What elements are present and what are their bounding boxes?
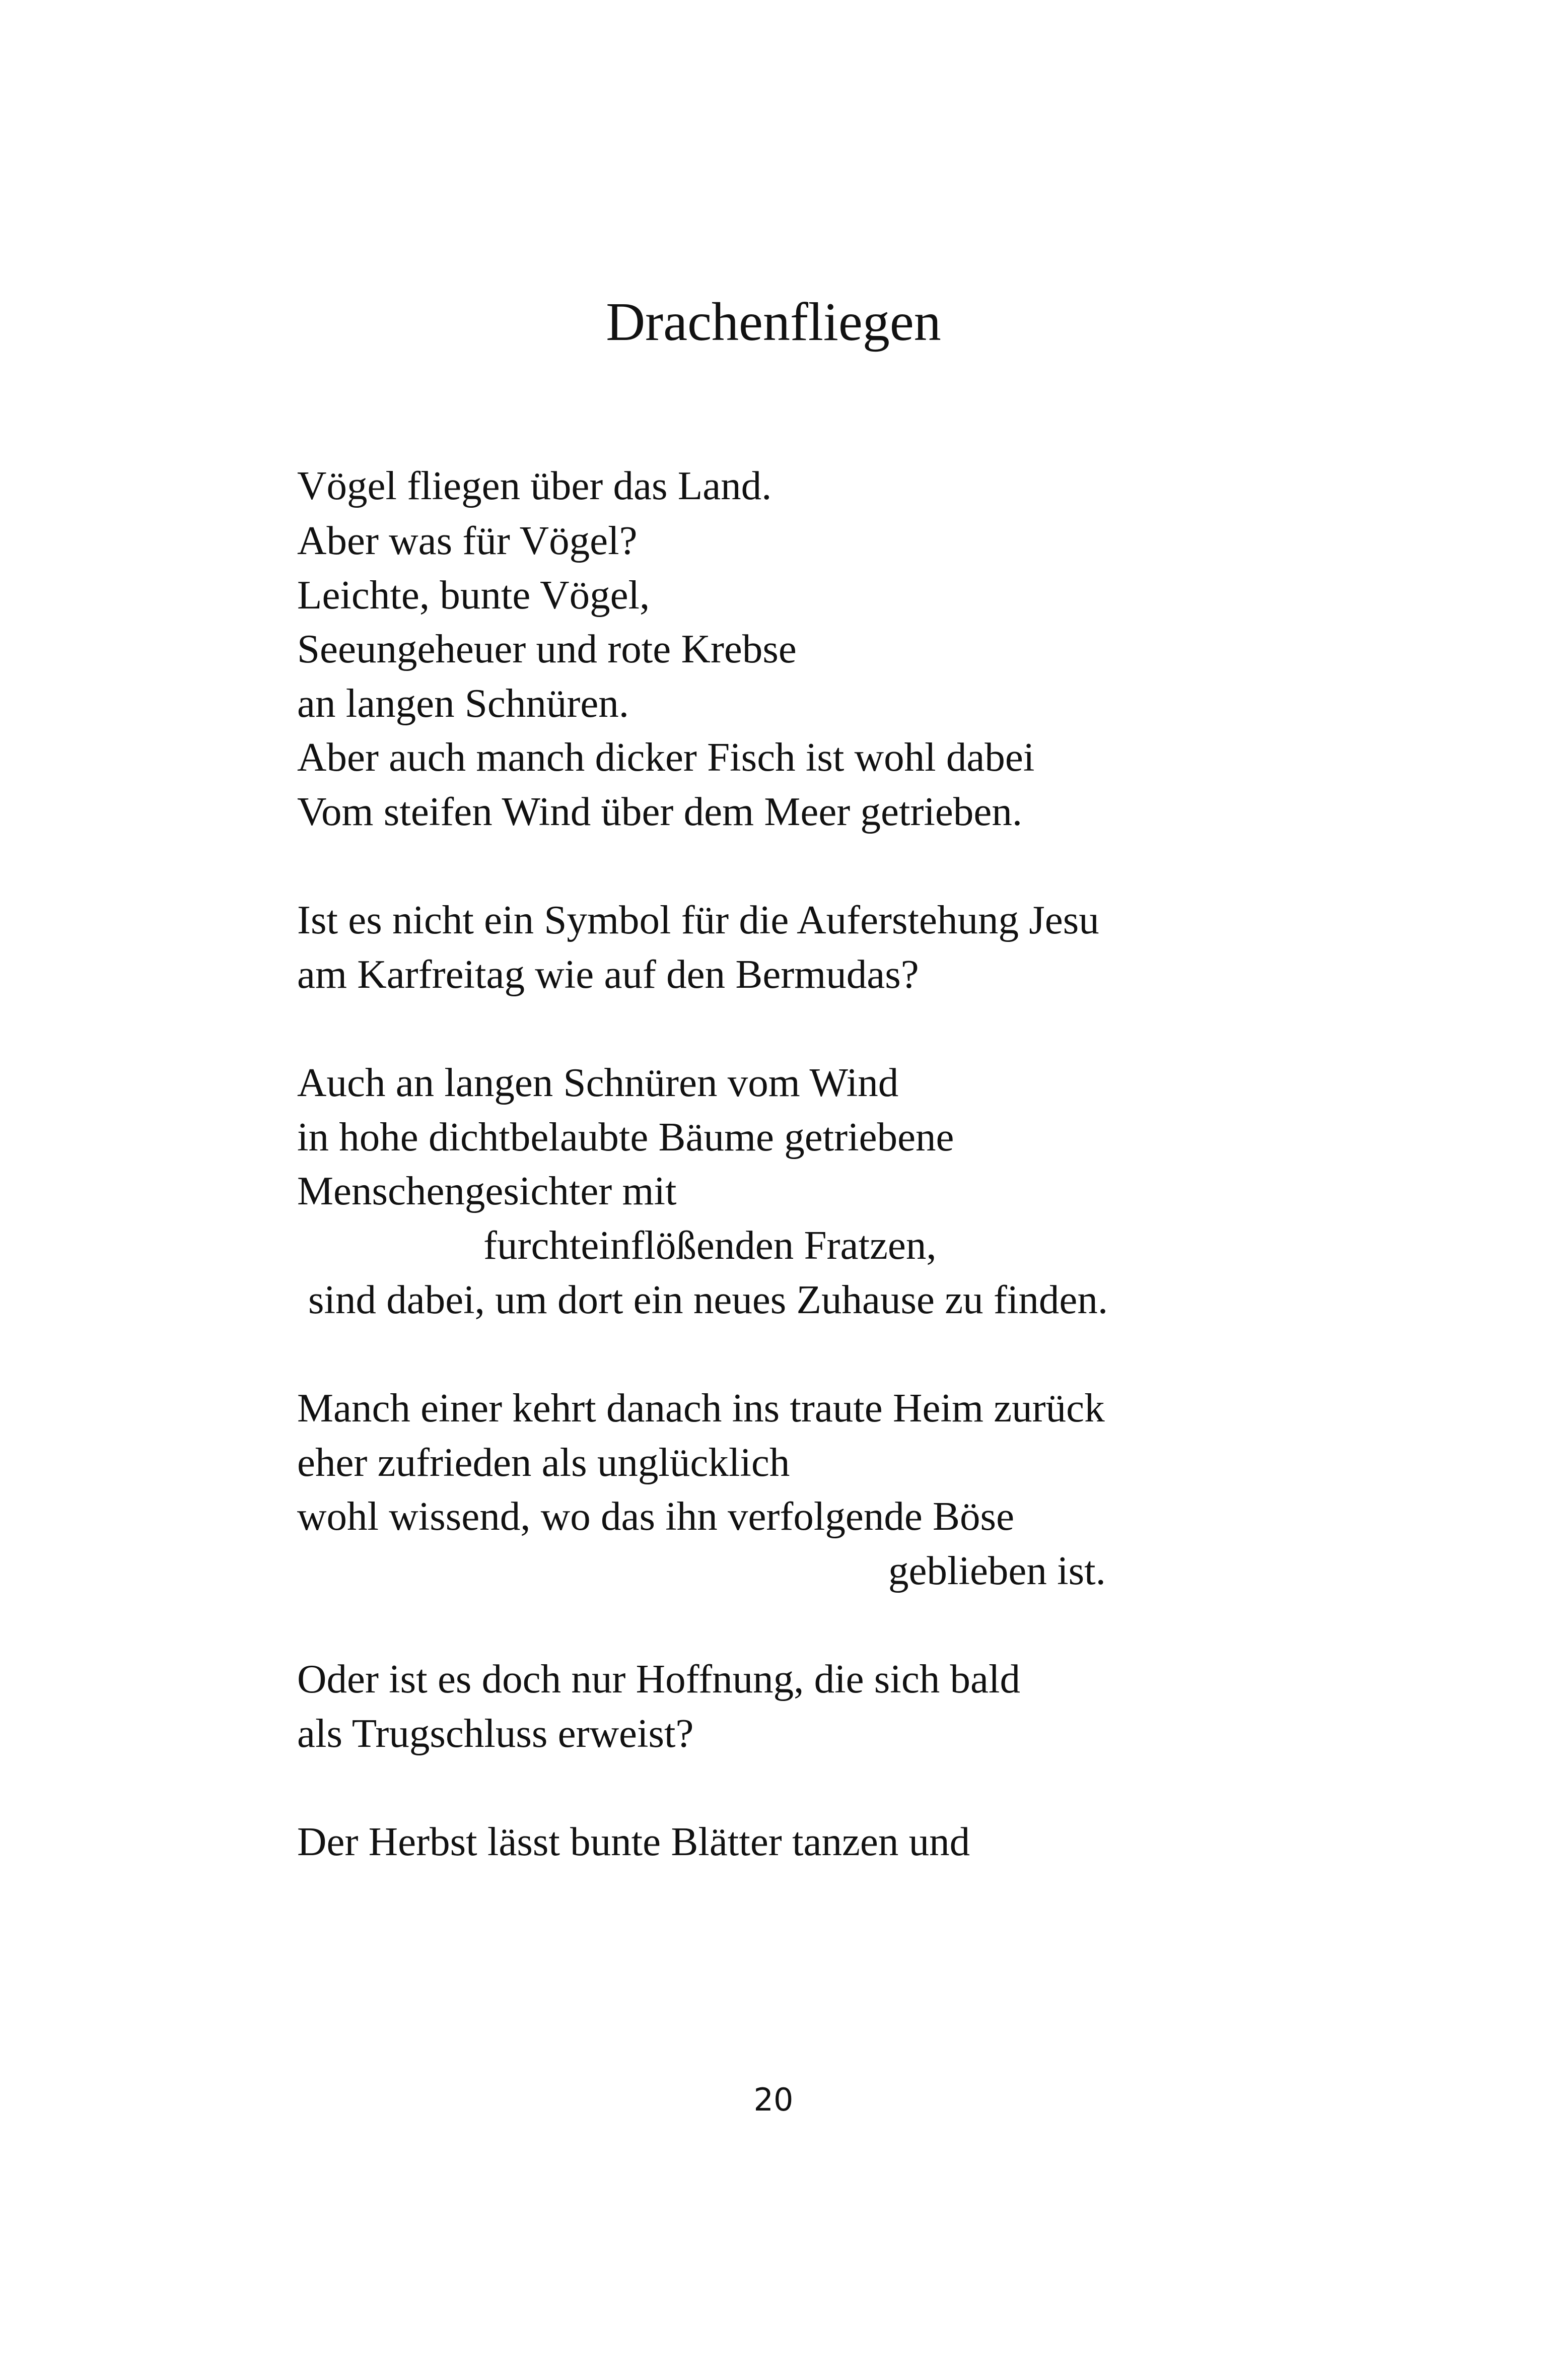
poem-line: Seeungeheuer und rote Krebse [297, 626, 797, 671]
poem-line: Der Herbst lässt bunte Blätter tanzen und [297, 1819, 970, 1864]
poem-line: Aber auch manch dicker Fisch ist wohl dabei [297, 734, 1035, 780]
poem-line: Vögel fliegen über das Land. [297, 463, 772, 508]
poem-title: Drachenfliegen [606, 292, 941, 352]
poem-line-indented: geblieben ist. [888, 1548, 1106, 1593]
poem-line: an langen Schnüren. [297, 681, 629, 726]
poem-line: am Karfreitag wie auf den Bermudas? [297, 951, 919, 997]
poem-line: Menschengesichter mit [297, 1168, 677, 1213]
poem-line: Leichte, bunte Vögel, [297, 572, 650, 618]
page-number: 20 [753, 2081, 794, 2118]
poem-line: Auch an langen Schnüren vom Wind [297, 1060, 899, 1105]
poem-line: Oder ist es doch nur Hoffnung, die sich bald [297, 1656, 1020, 1702]
poem-line: eher zufrieden als unglücklich [297, 1440, 790, 1485]
poem-line: in hohe dichtbelaubte Bäume getriebene [297, 1114, 954, 1160]
poem-line: Manch einer kehrt danach ins traute Heim zurück [297, 1385, 1105, 1431]
poem-line: Vom steifen Wind über dem Meer getrieben. [297, 789, 1023, 834]
poem-line: Ist es nicht ein Symbol für die Auferstehung Jesu [297, 897, 1099, 942]
poem-line: Aber was für Vögel? [297, 518, 638, 563]
poem-line: sind dabei, um dort ein neues Zuhause zu finden. [308, 1277, 1108, 1322]
poem-line: als Trugschluss erweist? [297, 1711, 694, 1756]
poem-line: wohl wissend, wo das ihn verfolgende Böse [297, 1493, 1015, 1539]
poem-line-indented: furchteinflößenden Fratzen, [483, 1222, 937, 1268]
